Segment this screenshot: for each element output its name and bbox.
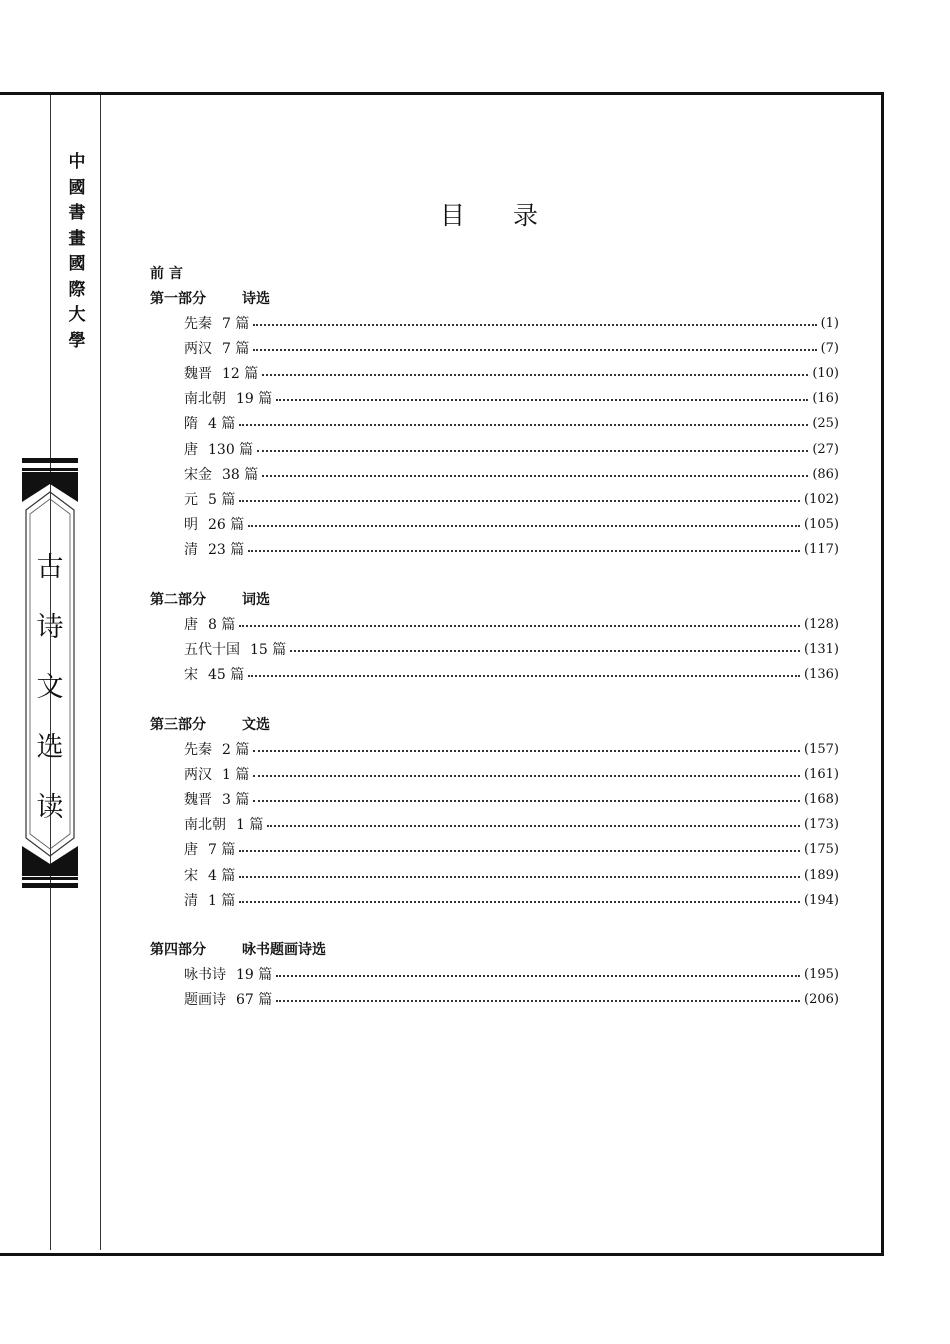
entry-page-number: (10): [812, 365, 839, 381]
entry-count: 23 篇: [208, 542, 245, 558]
toc-entry[interactable]: [184, 663, 839, 685]
entry-count: 7 篇: [222, 341, 250, 357]
book-title-char: 读: [36, 792, 64, 823]
dot-leader: [239, 424, 808, 426]
dot-leader: [253, 775, 800, 777]
entry-page-number: (195): [804, 966, 839, 982]
section-label: 第一部分: [150, 291, 206, 307]
publisher-char: 國: [68, 254, 86, 274]
publisher-char: 書: [68, 203, 86, 223]
dot-leader: [262, 374, 808, 376]
entry-name: 两汉: [184, 767, 212, 783]
dot-leader: [267, 825, 800, 827]
entry-page-number: (16): [812, 390, 839, 406]
book-title-char: 选: [36, 732, 64, 763]
section-title: 咏书题画诗选: [242, 942, 326, 958]
entry-page-number: (102): [804, 491, 839, 507]
entry-name: 南北朝: [184, 391, 226, 407]
section-heading[interactable]: [150, 713, 270, 735]
entry-page-number: (117): [804, 541, 839, 557]
dot-leader: [290, 650, 800, 652]
entry-page-number: (86): [812, 466, 839, 482]
dot-leader: [262, 475, 808, 477]
entry-page-number: (194): [804, 892, 839, 908]
toc-entry[interactable]: [184, 988, 839, 1010]
entry-count: 7 篇: [208, 842, 236, 858]
toc-entry[interactable]: [184, 763, 839, 785]
toc-entry[interactable]: [184, 337, 839, 359]
toc-entry[interactable]: [184, 412, 839, 434]
dot-leader: [239, 901, 800, 903]
entry-name: 两汉: [184, 341, 212, 357]
publisher-char: 大: [68, 305, 86, 325]
dot-leader: [253, 750, 800, 752]
entry-name: 清: [184, 893, 198, 909]
toc-entry[interactable]: [184, 838, 839, 860]
entry-count: 1 篇: [208, 893, 236, 909]
dot-leader: [248, 675, 800, 677]
entry-page-number: (161): [804, 766, 839, 782]
entry-page-number: (7): [820, 340, 839, 356]
dot-leader: [239, 500, 800, 502]
entry-name: 唐: [184, 442, 198, 458]
dot-leader: [248, 550, 800, 552]
dot-leader: [253, 800, 800, 802]
section-label: 第四部分: [150, 942, 206, 958]
entry-page-number: (25): [812, 415, 839, 431]
entry-name: 唐: [184, 617, 198, 633]
entry-name: 南北朝: [184, 817, 226, 833]
publisher-char: 際: [68, 279, 86, 300]
dot-leader: [253, 349, 816, 351]
toc-entry[interactable]: [184, 387, 839, 409]
publisher-char: 中: [68, 152, 86, 172]
entry-count: 15 篇: [250, 642, 287, 658]
book-title-char: 古: [36, 552, 64, 583]
entry-count: 38 篇: [222, 467, 259, 483]
section-label: 第二部分: [150, 592, 206, 608]
section-heading[interactable]: [150, 938, 326, 960]
entry-page-number: (136): [804, 666, 839, 682]
dot-leader: [276, 1000, 800, 1002]
entry-name: 清: [184, 542, 198, 558]
entry-page-number: (27): [812, 441, 839, 457]
entry-page-number: (157): [804, 741, 839, 757]
dot-leader: [239, 850, 800, 852]
entry-name: 魏晋: [184, 366, 212, 382]
entry-page-number: (1): [820, 315, 839, 331]
entry-count: 5 篇: [208, 492, 236, 508]
entry-name: 宋: [184, 667, 198, 683]
entry-count: 1 篇: [236, 817, 264, 833]
toc-entry[interactable]: [184, 438, 839, 460]
entry-count: 12 篇: [222, 366, 259, 382]
toc-entry[interactable]: [184, 813, 839, 835]
entry-count: 8 篇: [208, 617, 236, 633]
toc-entry[interactable]: [184, 788, 839, 810]
entry-count: 67 篇: [236, 992, 273, 1008]
toc-preface[interactable]: [150, 262, 183, 284]
entry-name: 魏晋: [184, 792, 212, 808]
dot-leader: [257, 450, 808, 452]
entry-page-number: (131): [804, 641, 839, 657]
dot-leader: [276, 975, 800, 977]
section-title: 文选: [242, 717, 270, 733]
toc-entry[interactable]: [184, 513, 839, 535]
book-title-char: 文: [36, 672, 64, 703]
entry-name: 题画诗: [184, 992, 226, 1008]
preface-label: 前 言: [150, 266, 183, 282]
entry-count: 19 篇: [236, 967, 273, 983]
toc-entry[interactable]: [184, 538, 839, 560]
entry-name: 先秦: [184, 316, 212, 332]
toc-entry[interactable]: [184, 738, 839, 760]
publisher-char: 學: [68, 330, 86, 351]
entry-name: 咏书诗: [184, 967, 226, 983]
dot-leader: [239, 876, 800, 878]
entry-page-number: (105): [804, 516, 839, 532]
entry-page-number: (128): [804, 616, 839, 632]
entry-name: 先秦: [184, 742, 212, 758]
dot-leader: [253, 324, 816, 326]
section-label: 第三部分: [150, 717, 206, 733]
toc-entry[interactable]: [184, 864, 839, 886]
toc-entry[interactable]: [184, 362, 839, 384]
entry-name: 明: [184, 517, 198, 533]
book-title-char: 诗: [36, 612, 64, 643]
toc-entry[interactable]: [184, 613, 839, 635]
entry-name: 元: [184, 492, 198, 508]
section-title: 词选: [242, 592, 270, 608]
section-title: 诗选: [242, 291, 270, 307]
entry-name: 唐: [184, 842, 198, 858]
entry-page-number: (168): [804, 791, 839, 807]
toc-entry[interactable]: [184, 963, 839, 985]
entry-name: 宋金: [184, 467, 212, 483]
toc-entry[interactable]: [184, 488, 839, 510]
entry-name: 隋: [184, 416, 198, 432]
toc-entry[interactable]: [184, 889, 839, 911]
entry-count: 19 篇: [236, 391, 273, 407]
entry-page-number: (206): [804, 991, 839, 1007]
entry-page-number: (173): [804, 816, 839, 832]
entry-count: 4 篇: [208, 416, 236, 432]
entry-count: 4 篇: [208, 868, 236, 884]
entry-count: 2 篇: [222, 742, 250, 758]
toc-entry[interactable]: [184, 638, 839, 660]
entry-page-number: (189): [804, 867, 839, 883]
entry-count: 7 篇: [222, 316, 250, 332]
entry-count: 1 篇: [222, 767, 250, 783]
entry-count: 45 篇: [208, 667, 245, 683]
section-heading[interactable]: [150, 588, 270, 610]
dot-leader: [276, 399, 808, 401]
entry-count: 26 篇: [208, 517, 245, 533]
entry-name: 宋: [184, 868, 198, 884]
toc-entry[interactable]: [184, 312, 839, 334]
dot-leader: [248, 525, 800, 527]
page-title: 目录: [440, 201, 587, 230]
publisher-char: 畫: [68, 228, 86, 249]
entry-count: 3 篇: [222, 792, 250, 808]
entry-count: 130 篇: [208, 442, 254, 458]
publisher-char: 國: [68, 177, 86, 198]
section-heading[interactable]: [150, 287, 270, 309]
toc-entry[interactable]: [184, 463, 839, 485]
entry-name: 五代十国: [184, 642, 240, 658]
dot-leader: [239, 625, 800, 627]
entry-page-number: (175): [804, 841, 839, 857]
